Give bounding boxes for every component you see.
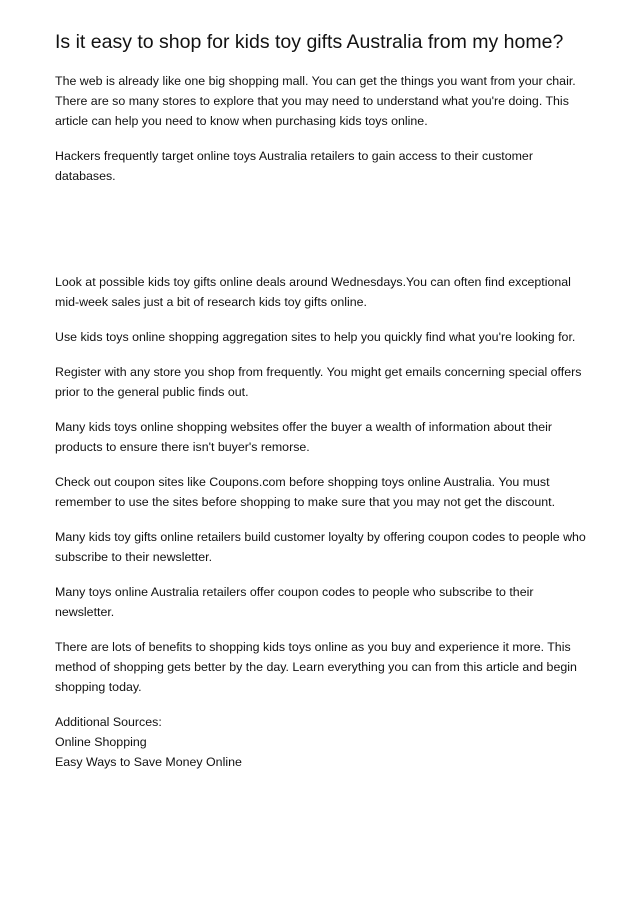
source-link-online-shopping[interactable]: Online Shopping [55,735,147,749]
paragraph-loyalty: Many kids toy gifts online retailers build customer loyalty by offering coupon codes to people who subscribe to their newsletter. [55,530,586,564]
paragraph-benefits: There are lots of benefits to shopping kids toys online as you buy and experience it more. This method of shopping gets better by the day. Learn everything you can from this article and begin shopping today. [55,640,577,694]
paragraph-aggregation-sites: Use kids toys online shopping aggregation sites to help you quickly find what you're looking for. [55,330,576,344]
additional-sources [55,712,595,772]
paragraph-information: Many kids toys online shopping websites offer the buyer a wealth of information about their products to ensure there isn't buyer's remorse. [55,420,553,454]
paragraph-intro: The web is already like one big shopping mall. You can get the things you want from your chair. There are so many stores to explore that you may need to understand what you're doing. This article can help you need to know when purchasing kids toys online. [55,74,576,128]
paragraph-register: Register with any store you shop from frequently. You might get emails concerning special offers prior to the general public finds out. [55,365,582,399]
paragraph-coupon-sites: Check out coupon sites like Coupons.com before shopping toys online Australia. You must remember to use the sites before shopping to make sure that you may not get the discount. [55,475,556,509]
paragraph-hackers: Hackers frequently target online toys Australia retailers to gain access to their customer databases. [55,149,533,183]
page-title: Is it easy to shop for kids toy gifts Australia from my home? [55,31,564,53]
blank-space [55,201,595,272]
document-page [55,30,595,772]
source-link-save-money[interactable]: Easy Ways to Save Money Online [55,755,242,769]
paragraph-newsletter: Many toys online Australia retailers offer coupon codes to people who subscribe to their newsletter. [55,585,534,619]
sources-heading: Additional Sources: [55,715,162,729]
paragraph-wednesday-deals: Look at possible kids toy gifts online deals around Wednesdays.You can often find exceptional mid-week sales just a bit of research kids toy gifts online. [55,275,571,309]
